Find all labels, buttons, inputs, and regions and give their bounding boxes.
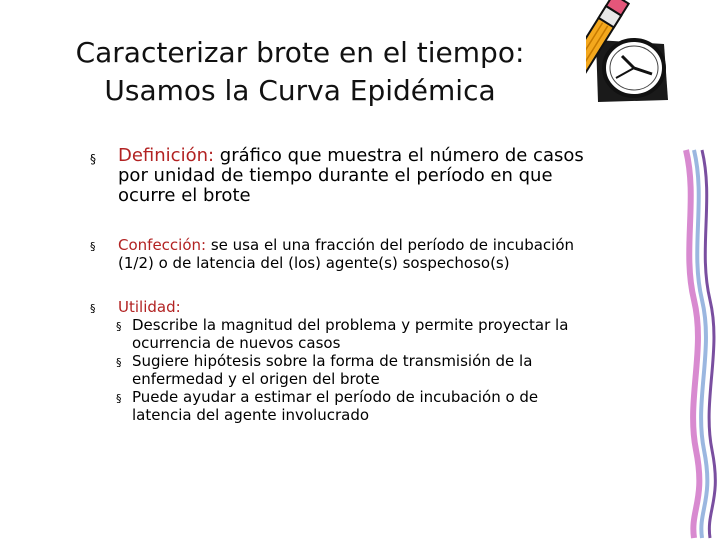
subitem-1-line-1: Describe la magnitud del problema y permite proyectar la xyxy=(132,316,569,334)
subitem-hipotesis xyxy=(88,352,688,388)
term-definicion: Definición: xyxy=(118,145,215,166)
bullet-confeccion xyxy=(88,236,688,272)
subitem-2-line-1: Sugiere hipótesis sobre la forma de transmisión de la xyxy=(132,352,533,370)
bullet-marker: § xyxy=(90,240,96,253)
subitem-2-line-2: enfermedad y el origen del brote xyxy=(132,370,380,388)
bullet-definicion xyxy=(88,146,688,206)
confeccion-text-1: se usa el una fracción del período de incubación xyxy=(206,236,575,254)
term-utilidad: Utilidad: xyxy=(118,298,181,316)
bullet-marker: § xyxy=(90,302,96,315)
definicion-text-3: ocurre el brote xyxy=(118,185,251,206)
subbullet-marker: § xyxy=(116,320,122,333)
title-line-2: Usamos la Curva Epidémica xyxy=(104,74,496,107)
subbullet-marker: § xyxy=(116,392,122,405)
definicion-text-2: por unidad de tiempo durante el período en que xyxy=(118,165,553,186)
subitem-1-line-2: ocurrencia de nuevos casos xyxy=(132,334,341,352)
slide-title xyxy=(20,34,580,110)
confeccion-text-2: (1/2) o de latencia del (los) agente(s) sospechoso(s) xyxy=(118,254,510,272)
subitem-incubacion xyxy=(88,388,688,424)
title-line-1: Caracterizar brote en el tiempo: xyxy=(75,36,525,69)
bullet-utilidad xyxy=(88,298,688,316)
bullet-marker: § xyxy=(90,152,96,166)
slide-content xyxy=(88,146,688,424)
subitem-3-line-2: latencia del agente involucrado xyxy=(132,406,370,424)
definicion-text-1: gráfico que muestra el número de casos xyxy=(214,145,584,166)
subbullet-marker: § xyxy=(116,356,122,369)
term-confeccion: Confección: xyxy=(118,236,207,254)
subitem-magnitud xyxy=(88,316,688,352)
subitem-3-line-1: Puede ayudar a estimar el período de incubación o de xyxy=(132,388,539,406)
